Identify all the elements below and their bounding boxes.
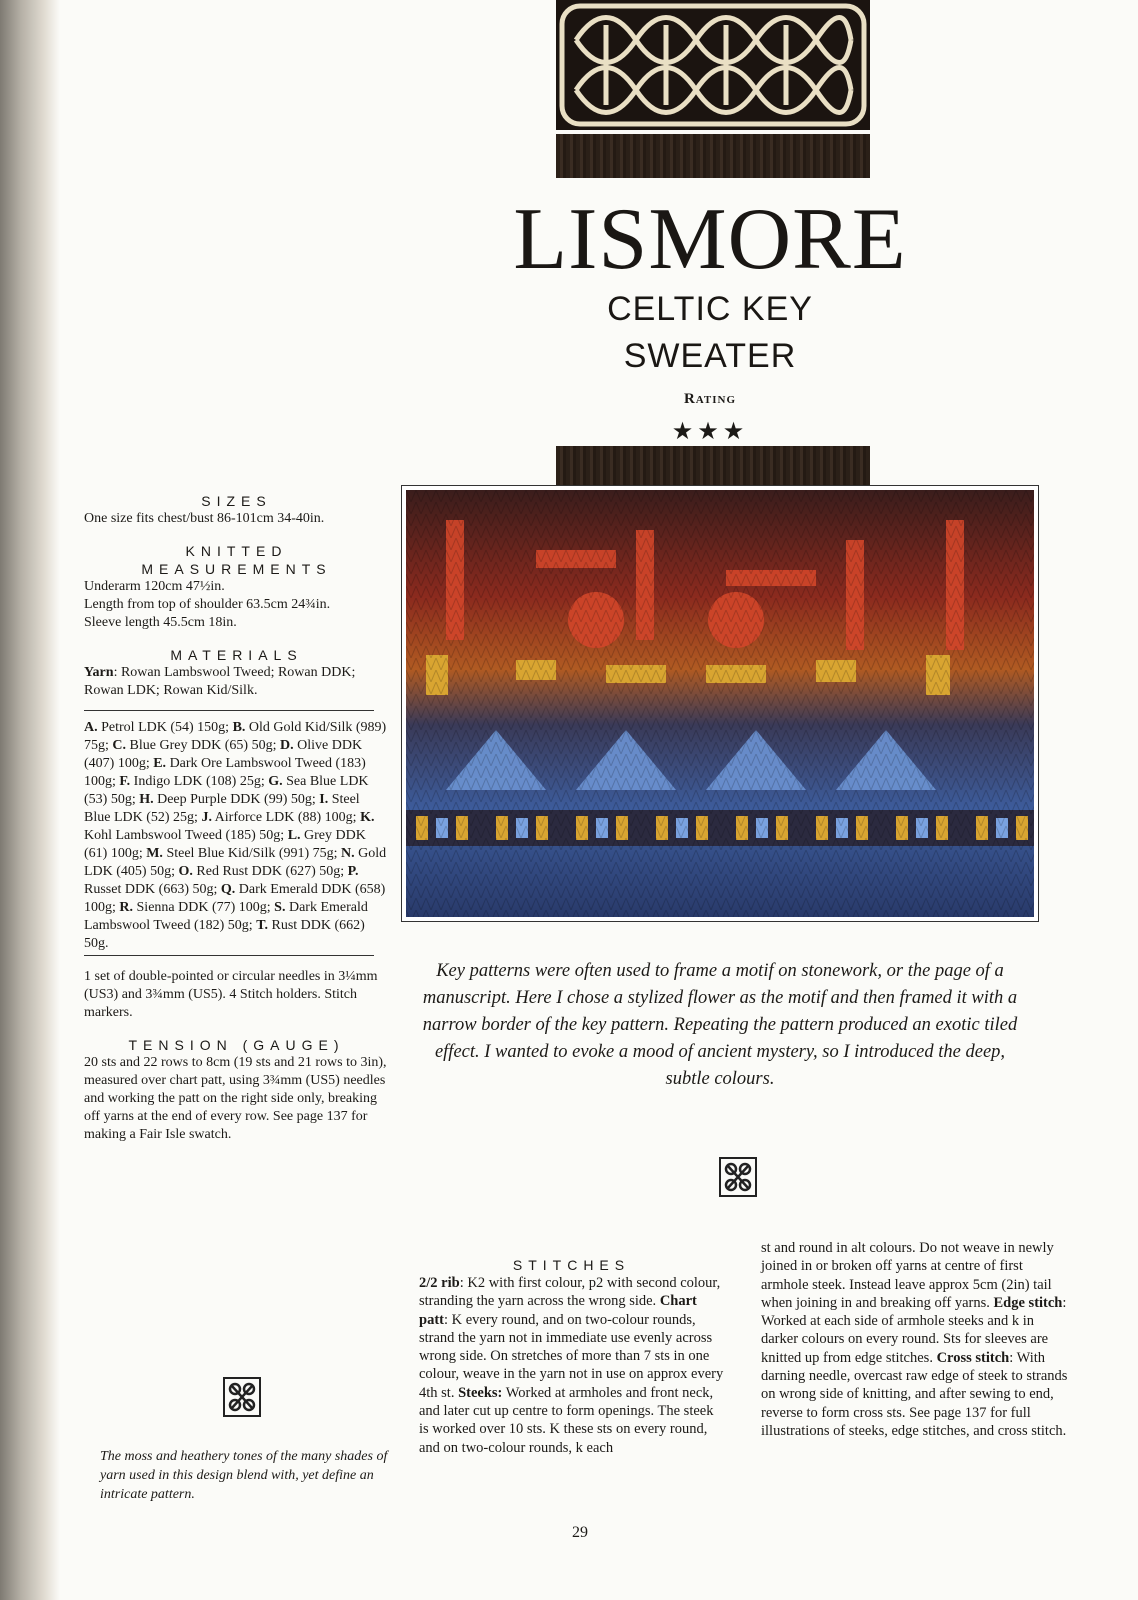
sizes-heading: SIZES — [201, 493, 272, 509]
measurements-heading-2: MEASUREMENTS — [141, 561, 332, 577]
colour-key: R. — [119, 900, 134, 915]
colour-desc: Steel Blue Kid/Silk (991) 75g; — [162, 846, 342, 861]
celtic-knot-icon — [223, 1377, 261, 1417]
sizes-text: One size fits chest/bust 86-101cm 34-40in. — [84, 511, 325, 526]
tension-heading: TENSION (GAUGE) — [128, 1037, 345, 1053]
colour-key: A. — [84, 720, 98, 735]
knit-texture-bar-bottom — [556, 446, 870, 490]
colour-key: T. — [256, 918, 268, 933]
colour-key: I. — [319, 792, 329, 807]
colour-key: S. — [274, 900, 286, 915]
colour-key: G. — [268, 774, 283, 789]
colour-desc: Russet DDK (663) 50g; — [84, 882, 221, 897]
colour-desc: Olive DDK (407) 100g; — [84, 738, 363, 771]
materials-heading: MATERIALS — [170, 647, 303, 663]
stitch-term: Cross stitch — [936, 1349, 1010, 1366]
colour-desc: Indigo LDK (108) 25g; — [130, 774, 269, 789]
stitches-heading: STITCHES — [512, 1257, 631, 1273]
knit-texture-bar-top — [556, 134, 870, 178]
stitches-column-2 — [761, 1239, 1071, 1440]
colour-desc: Dark Ore Lambswool Tweed (183) 100g; — [84, 756, 366, 789]
underarm-text: Underarm 120cm 47½in. — [84, 579, 225, 594]
colour-key: K. — [360, 810, 375, 825]
colour-key: M. — [146, 846, 163, 861]
subtitle-line1: CELTIC KEY — [607, 290, 813, 328]
colour-key: Q. — [220, 882, 236, 897]
colour-key: D. — [280, 738, 294, 753]
colour-desc: Airforce LDK (88) 100g; — [211, 810, 361, 825]
stitch-term: Edge stitch — [993, 1294, 1063, 1311]
bottom-caption: The moss and heathery tones of the many shades of yarn used in this design blend with, yet define an intricate pattern. — [100, 1449, 388, 1502]
photo-caption: Key patterns were often used to frame a motif on stonework, or the page of a manuscript. Here I chose a stylized flower as the motif and then framed it with a narrow border of the key pattern. Repeating the pattern produced an exotic tiled effect. I wanted to evoke a mood of ancient mystery, so I introduced the deep, subtle colours. — [422, 961, 1018, 1089]
length-text: Length from top of shoulder 63.5cm 24¾in. — [84, 597, 331, 612]
measurements-heading-1: KNITTED — [185, 543, 288, 559]
pattern-info-column — [84, 492, 389, 1144]
yarn-text — [84, 664, 389, 700]
page-title: LISMORE — [513, 191, 907, 288]
colour-desc: Kohl Lambswool Tweed (185) 50g; — [84, 828, 288, 843]
celtic-knot-icon — [719, 1157, 757, 1197]
stitch-desc: Worked at armholes and front neck, and later cut up centre to form openings. The steek is worked over 10 sts. K these sts on every round, and on two-colour rounds, k each — [419, 1384, 714, 1456]
yarn-label: Yarn — [84, 665, 114, 680]
needles-text: 1 set of double-pointed or circular needles in 3¼mm (US3) and 3¾mm (US5). 4 Stitch holders. Stitch markers. — [84, 969, 378, 1020]
stitch-desc: : K2 with first colour, p2 with second colour, stranding the yarn across the wrong side. — [419, 1275, 721, 1310]
page-number: 29 — [572, 1524, 588, 1541]
colour-desc: Deep Purple DDK (99) 50g; — [153, 792, 320, 807]
colour-key: H. — [139, 792, 154, 807]
divider — [84, 710, 374, 711]
colour-desc: Rust DDK (662) 50g. — [84, 918, 365, 951]
colour-key: C. — [112, 738, 127, 753]
colour-desc: Grey DDK (61) 100g; — [84, 828, 366, 861]
colour-desc: Sienna DDK (77) 100g; — [133, 900, 275, 915]
stitch-term: Steeks: — [458, 1384, 503, 1401]
stitch-desc: st and round in alt colours. Do not weave in newly joined in or broken off yarns at centre of first armhole steek. Instead leave approx 5cm (2in) tail when joining in and breaking off yarns. — [761, 1240, 1054, 1311]
stitch-desc: : K every round, and on two-colour rounds, strand the yarn not in immediate use evenly across wrong side. On stretches of more than 7 sts in one colour, weave in the yarn not in use on approx every 4th st. — [419, 1311, 724, 1401]
sweater-photo-frame — [401, 485, 1039, 922]
stitch-desc: : With darning needle, overcast raw edge of steek to strands on wrong side of knitting, and after sewing to end, reverse to form cross sts. See page 137 for full illustrations of steeks, edge stitches, and cross stitch. — [761, 1349, 1068, 1439]
colour-key: O. — [178, 864, 193, 879]
rating-label: Rating — [683, 391, 737, 407]
colour-key: F. — [119, 774, 131, 789]
stitch-term: 2/2 rib — [419, 1275, 460, 1291]
colour-desc: Dark Emerald Lambswool Tweed (182) 50g; — [84, 900, 368, 933]
subtitle-line2: SWEATER — [623, 337, 797, 375]
divider — [84, 955, 374, 956]
colour-desc: Old Gold Kid/Silk (989) 75g; — [84, 720, 387, 753]
stitch-desc: : Worked at each side of armhole steeks and k in darker colours on every round. Sts for sleeves are knitted up from edge stitches. — [761, 1294, 1067, 1366]
stitch-term: Chart patt — [419, 1293, 697, 1328]
colour-key: E. — [153, 756, 167, 771]
colour-desc: Dark Emerald DDK (658) 100g; — [84, 882, 386, 915]
rating-stars: ★★★ — [671, 417, 749, 445]
colour-desc: Petrol LDK (54) 150g; — [97, 720, 233, 735]
colour-key: B. — [232, 720, 246, 735]
stitches-text-1 — [419, 1274, 724, 1457]
colour-list — [84, 719, 389, 953]
yarn-desc: : Rowan Lambswool Tweed; Rowan DDK; Rowan LDK; Rowan Kid/Silk. — [84, 665, 356, 698]
colour-key: J. — [201, 810, 212, 825]
colour-key: P. — [347, 864, 359, 879]
book-spine-shadow — [0, 0, 60, 1600]
tension-text: 20 sts and 22 rows to 8cm (19 sts and 21 rows to 3in), measured over chart patt, using 3¾mm (US5) needles and working the patt on the right side only, breaking off yarns at the end of every row. See page 137 for making a Fair Isle swatch. — [84, 1055, 387, 1142]
celtic-knot-border-icon — [556, 0, 870, 130]
sweater-photo — [406, 490, 1034, 917]
stitches-text-2 — [761, 1239, 1071, 1440]
colour-desc: Steel Blue LDK (52) 25g; — [84, 792, 360, 825]
colour-desc: Red Rust DDK (627) 50g; — [192, 864, 348, 879]
colour-desc: Sea Blue LDK (53) 50g; — [84, 774, 369, 807]
stitches-column-1 — [419, 1256, 724, 1457]
colour-key: L. — [287, 828, 301, 843]
colour-desc: Gold LDK (405) 50g; — [84, 846, 387, 879]
sleeve-text: Sleeve length 45.5cm 18in. — [84, 615, 237, 630]
colour-key: N. — [341, 846, 355, 861]
colour-desc: Blue Grey DDK (65) 50g; — [126, 738, 280, 753]
